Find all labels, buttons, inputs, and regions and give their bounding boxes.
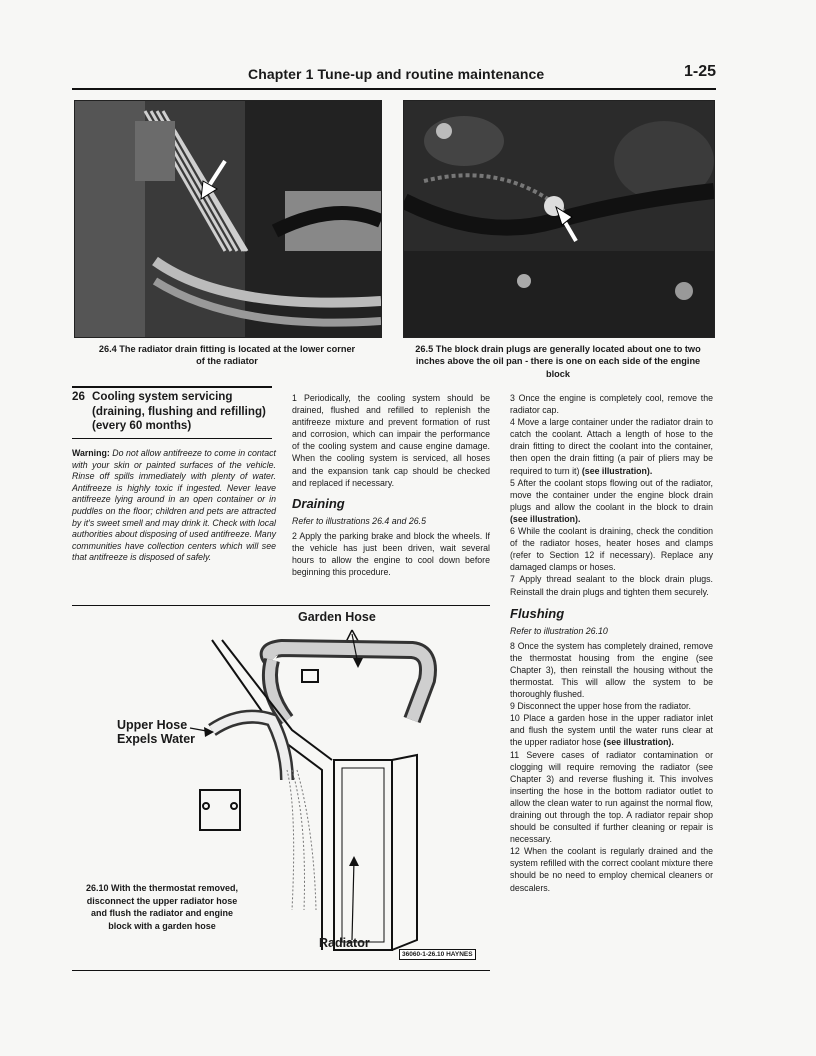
paragraph-7: 7 Apply thread sealant to the block drain plugs. Reinstall the drain plugs and tighten them securely. bbox=[510, 574, 713, 597]
label-garden-hose: Garden Hose bbox=[298, 610, 376, 624]
header-rule bbox=[72, 88, 716, 90]
warning-text: Do not allow antifreeze to come in contact with your skin or painted surfaces of the vehicle. Rinse off spills immediately with plenty of water. Antifreeze is highly toxic if ingested. Never leave antifreeze lying around in an open container or in puddles on the floor; children and pets are attracted by it's sweet smell and may drink it. Check with local authorities about disposing of used antifreeze. Many communities have collection centers which will see that antifreeze is disposed of safely. bbox=[72, 448, 276, 563]
paragraph-3: 3 Once the engine is completely cool, remove the radiator cap. bbox=[510, 393, 713, 416]
warning-note bbox=[72, 448, 276, 564]
column-right bbox=[510, 392, 713, 894]
figure-caption-26-10: 26.10 With the thermostat removed, disconnect the upper radiator hose and flush the radiator and engine block with a garden hose bbox=[86, 883, 238, 931]
paragraph-6: 6 While the coolant is draining, check the condition of the radiator hoses, heater hoses and clamps (refer to Section 12 if necessary). Replace any damaged clamps or hoses. bbox=[510, 526, 713, 573]
paragraph-4: 4 Move a large container under the radiator drain to catch the coolant. Attach a length of hose to the drain fitting to direct the coolant into the container, then open the drain fitting (a pair of pliers may be required to turn it) (see illustration). bbox=[510, 417, 713, 476]
figure-caption-26-5: 26.5 The block drain plugs are generally located about one to two inches above the oil pan - there is one on each side of the engine block bbox=[415, 344, 701, 379]
paragraph-11: 11 Severe cases of radiator contamination or clogging will require removing the radiator (see Chapter 3) and reverse flushing it. This involves inserting the hose in the bottom radiator outlet to allow the clean water to run against the normal flow, draining out through the top. A radiator repair shop should be consulted if further cleaning or repair is necessary. bbox=[510, 749, 713, 845]
paragraph-5: 5 After the coolant stops flowing out of the radiator, move the container under the engine block drain plugs and allow the coolant in the block to drain (see illustration). bbox=[510, 477, 713, 524]
subheading-flushing: Flushing bbox=[510, 605, 565, 621]
section-number: 26 bbox=[72, 390, 85, 403]
warning-label: Warning: bbox=[72, 448, 110, 458]
photo-block-drain-plug bbox=[403, 100, 715, 338]
label-radiator: Radiator bbox=[319, 936, 370, 950]
figure-caption-26-4: 26.4 The radiator drain fitting is located at the lower corner of the radiator bbox=[98, 344, 356, 367]
page-number: 1-25 bbox=[683, 63, 716, 80]
chapter-title: Chapter 1 Tune-up and routine maintenance bbox=[248, 66, 545, 82]
column-rule bbox=[72, 605, 490, 606]
paragraph-1: 1 Periodically, the cooling system should be drained, flushed and refilled to replenish the antifreeze mixture and prevent formation of rust and corrosion, which can impair the performance of the cooling system and cause engine damage. When the cooling system is serviced, all hoses and the expansion tank cap should be checked and replaced if necessary. bbox=[292, 393, 490, 488]
paragraph-10: 10 Place a garden hose in the upper radiator inlet and flush the system until the water runs clear at the upper radiator hose (see illustration). bbox=[510, 713, 713, 748]
label-upper-hose: Upper Hose Expels Water bbox=[117, 718, 196, 746]
paragraph-8: 8 Once the system has completely drained, remove the thermostat housing from the engine (see Chapter 3), then reinstall the housing without the thermostat. This will allow the system to be thoroughly flushed. bbox=[510, 640, 713, 700]
figure-code: 36060-1-26.10 HAYNES bbox=[399, 949, 476, 960]
paragraph-12: 12 When the coolant is regularly drained and the system refilled with the correct coolant mixture there should be no need to employ chemical cleaners or descalers. bbox=[510, 846, 713, 893]
section-rule-bottom bbox=[72, 438, 272, 439]
diagram-flushing bbox=[72, 610, 492, 970]
flushing-reference: Refer to illustration 26.10 bbox=[510, 625, 608, 636]
subheading-draining: Draining bbox=[292, 495, 345, 511]
running-head bbox=[72, 62, 716, 86]
section-title: Cooling system servicing (draining, flushing and refilling) (every 60 months) bbox=[92, 390, 266, 432]
section-rule-top bbox=[72, 386, 272, 388]
photo-radiator-drain bbox=[74, 100, 382, 338]
paragraph-2: 2 Apply the parking brake and block the wheels. If the vehicle has just been driven, wait several hours to allow the engine to cool down before beginning this procedure. bbox=[292, 530, 490, 578]
draining-reference: Refer to illustrations 26.4 and 26.5 bbox=[292, 515, 426, 526]
column-middle bbox=[292, 392, 490, 578]
bottom-rule bbox=[72, 970, 490, 971]
paragraph-9: 9 Disconnect the upper hose from the radiator. bbox=[510, 701, 691, 712]
